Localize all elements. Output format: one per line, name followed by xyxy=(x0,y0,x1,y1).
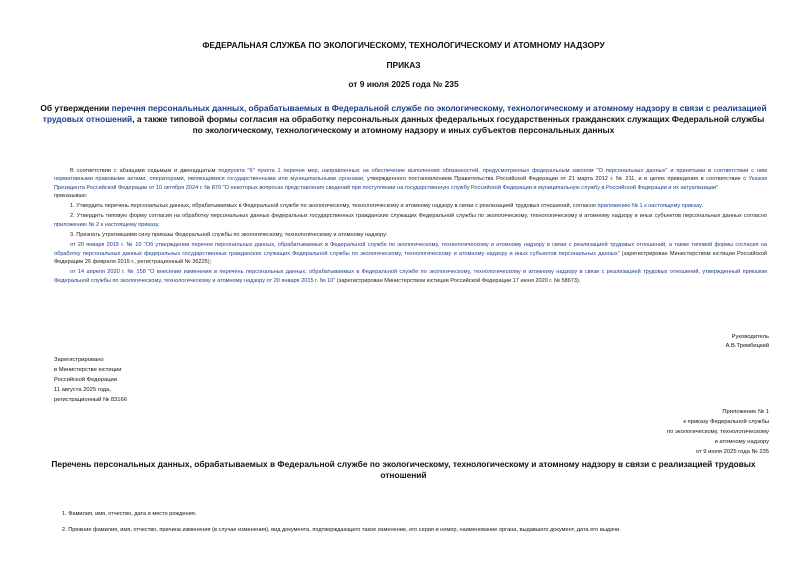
p1-text: 1. Утвердить перечень персональных данных, обрабатываемых в Федеральной службе по экологическому, технологическому и атомному надзору в связи с реализацией трудовых отношений, согласно xyxy=(70,203,598,210)
intro-paragraph xyxy=(54,167,767,192)
orders-word: приказываю: xyxy=(54,192,88,199)
title-suffix: , а также типовой формы согласия на обработку персональных данных федеральных государственных гражданских служащих Федеральной службы по экологическому, технологическому и атомному надзору и иных субъектов персональных данных xyxy=(132,114,765,135)
registration-line: регистрационный № 83166 xyxy=(54,397,127,403)
appendix-list xyxy=(54,510,767,542)
registration-line: в Министерстве юстиции xyxy=(54,367,122,373)
registration-block xyxy=(54,355,127,405)
title-link[interactable]: перечня персональных данных, обрабатываемых в Федеральной службе по экологическому, технологическому и атомному надзору в связи с реализацией трудовых отношений xyxy=(42,103,767,124)
intro-link-2[interactable]: Указом Президента Российской Федерации от 10 октября 2024 г. № 870 "О некоторых вопросах представления сведений при поступлении на государственную службу Российской Федерации и муниципальную службу в Российской Федерации и их актуализации" xyxy=(54,176,767,191)
p2-link[interactable]: приложению № 2 к настоящему приказу xyxy=(54,221,158,228)
signer-name: А.В.Трембицкий xyxy=(725,343,769,349)
p2-end: . xyxy=(157,221,160,228)
p3b-end: (зарегистрирован Министерством юстиции Российской Федерации 17 июня 2020 г. № 58673). xyxy=(335,277,581,284)
p1-end: . xyxy=(701,203,703,210)
appendix-line: к приказу Федеральной службы xyxy=(683,419,769,425)
paragraph-1 xyxy=(54,202,767,210)
appendix-title: Перечень персональных данных, обрабатываемых в Федеральной службе по экологическому, технологическому и атомному надзору в связи с реализацией трудовых отношений xyxy=(51,459,756,480)
p3b-link[interactable]: от 14 апреля 2020 г. № 158 "О внесении изменения в перечень персональных данных, обрабатываемых в Федеральной службе по экологическому, технологическому и атомному надзору в связи с реализацией трудовых отношений, утвержденный приказом Федеральной службы по экологическому, технологическому и атомному надзору от 20 января 2015 г. № 10" xyxy=(54,269,767,284)
registration-line: Российской Федерации xyxy=(54,377,118,383)
appendix-line: и атомному надзору xyxy=(714,439,769,445)
intro-text-1: В соответствии с абзацами седьмым и двенадцатым xyxy=(70,168,219,174)
paragraph-2 xyxy=(54,212,767,229)
registration-line: Зарегистрировано xyxy=(54,357,104,363)
intro-text-2: , утвержденного постановлением Правительства Российской Федерации от 21 марта 2012 г. № 211, и в целях приведения в соответствие с xyxy=(362,176,749,183)
document-body xyxy=(54,167,767,285)
p3a-end: (зарегистрирован Министерством юстиции Российской Федерации 26 февраля 2015 г., регистрационный № 36225); xyxy=(54,250,768,265)
signature-block xyxy=(726,333,769,351)
agency-name: ФЕДЕРАЛЬНАЯ СЛУЖБА ПО ЭКОЛОГИЧЕСКОМУ, ТЕХНОЛОГИЧЕСКОМУ И АТОМНОМУ НАДЗОРУ xyxy=(202,40,605,50)
doc-type: ПРИКАЗ xyxy=(386,60,421,70)
intro-link-1[interactable]: подпункта "б" пункта 1 перечня мер, направленных на обеспечение выполнения обязанностей, предусмотренных федеральным законом "О персональных данных" и принятыми в соответствии с ним нормативными правовыми актами, операторами, являющимися государственными или муниципальными органами xyxy=(54,168,767,183)
paragraph-3: 3. Признать утратившими силу приказы Федеральной службы по экологическому, технологическому и атомному надзору: xyxy=(70,232,388,239)
title-prefix: Об утверждении xyxy=(40,103,112,113)
p2-text: 2. Утвердить типовую форму согласия на обработку персональных данных федеральных государственных гражданских служащих Федеральной службы по экологическому, технологическому и атомному надзору и иных субъектов персональных данных согласно xyxy=(70,213,767,220)
p3a-link[interactable]: от 20 января 2015 г. № 10 "Об утверждении перечня персональных данных, обрабатываемых в Федеральной службе по экологическому, технологическому и атомному надзору в связи с реализацией трудовых отношений, а также типовой формы согласия на обработку персональных данных федеральных государственных гражданских служащих Федеральной службы по экологическому, технологическому и атомному надзору и иных субъектов персональных данных" xyxy=(54,242,767,257)
appendix-header xyxy=(667,407,769,457)
paragraph-3a xyxy=(54,241,767,266)
p1-link[interactable]: приложению № 1 к настоящему приказу xyxy=(597,203,702,210)
appendix-line: Приложение № 1 xyxy=(722,409,769,415)
doc-date-number: от 9 июля 2025 года № 235 xyxy=(348,79,459,89)
appendix-line: от 9 июля 2025 года № 235 xyxy=(695,449,769,455)
appendix-line: по экологическому, технологическому xyxy=(666,429,769,435)
registration-line: 11 августа 2025 года, xyxy=(54,387,112,393)
signer-role: Руководитель xyxy=(731,334,769,340)
list-item: 2. Прежние фамилия, имя, отчество, причина изменения (в случае изменения), вид документа, подтверждающего такое изменение, его серия и номер, наименование органа, выдавшего документ, дата его выдачи. xyxy=(62,527,621,533)
paragraph-3b xyxy=(54,268,767,285)
list-item: 1. Фамилия, имя, отчество, дата и место рождения. xyxy=(62,511,197,517)
document-title xyxy=(40,103,767,136)
